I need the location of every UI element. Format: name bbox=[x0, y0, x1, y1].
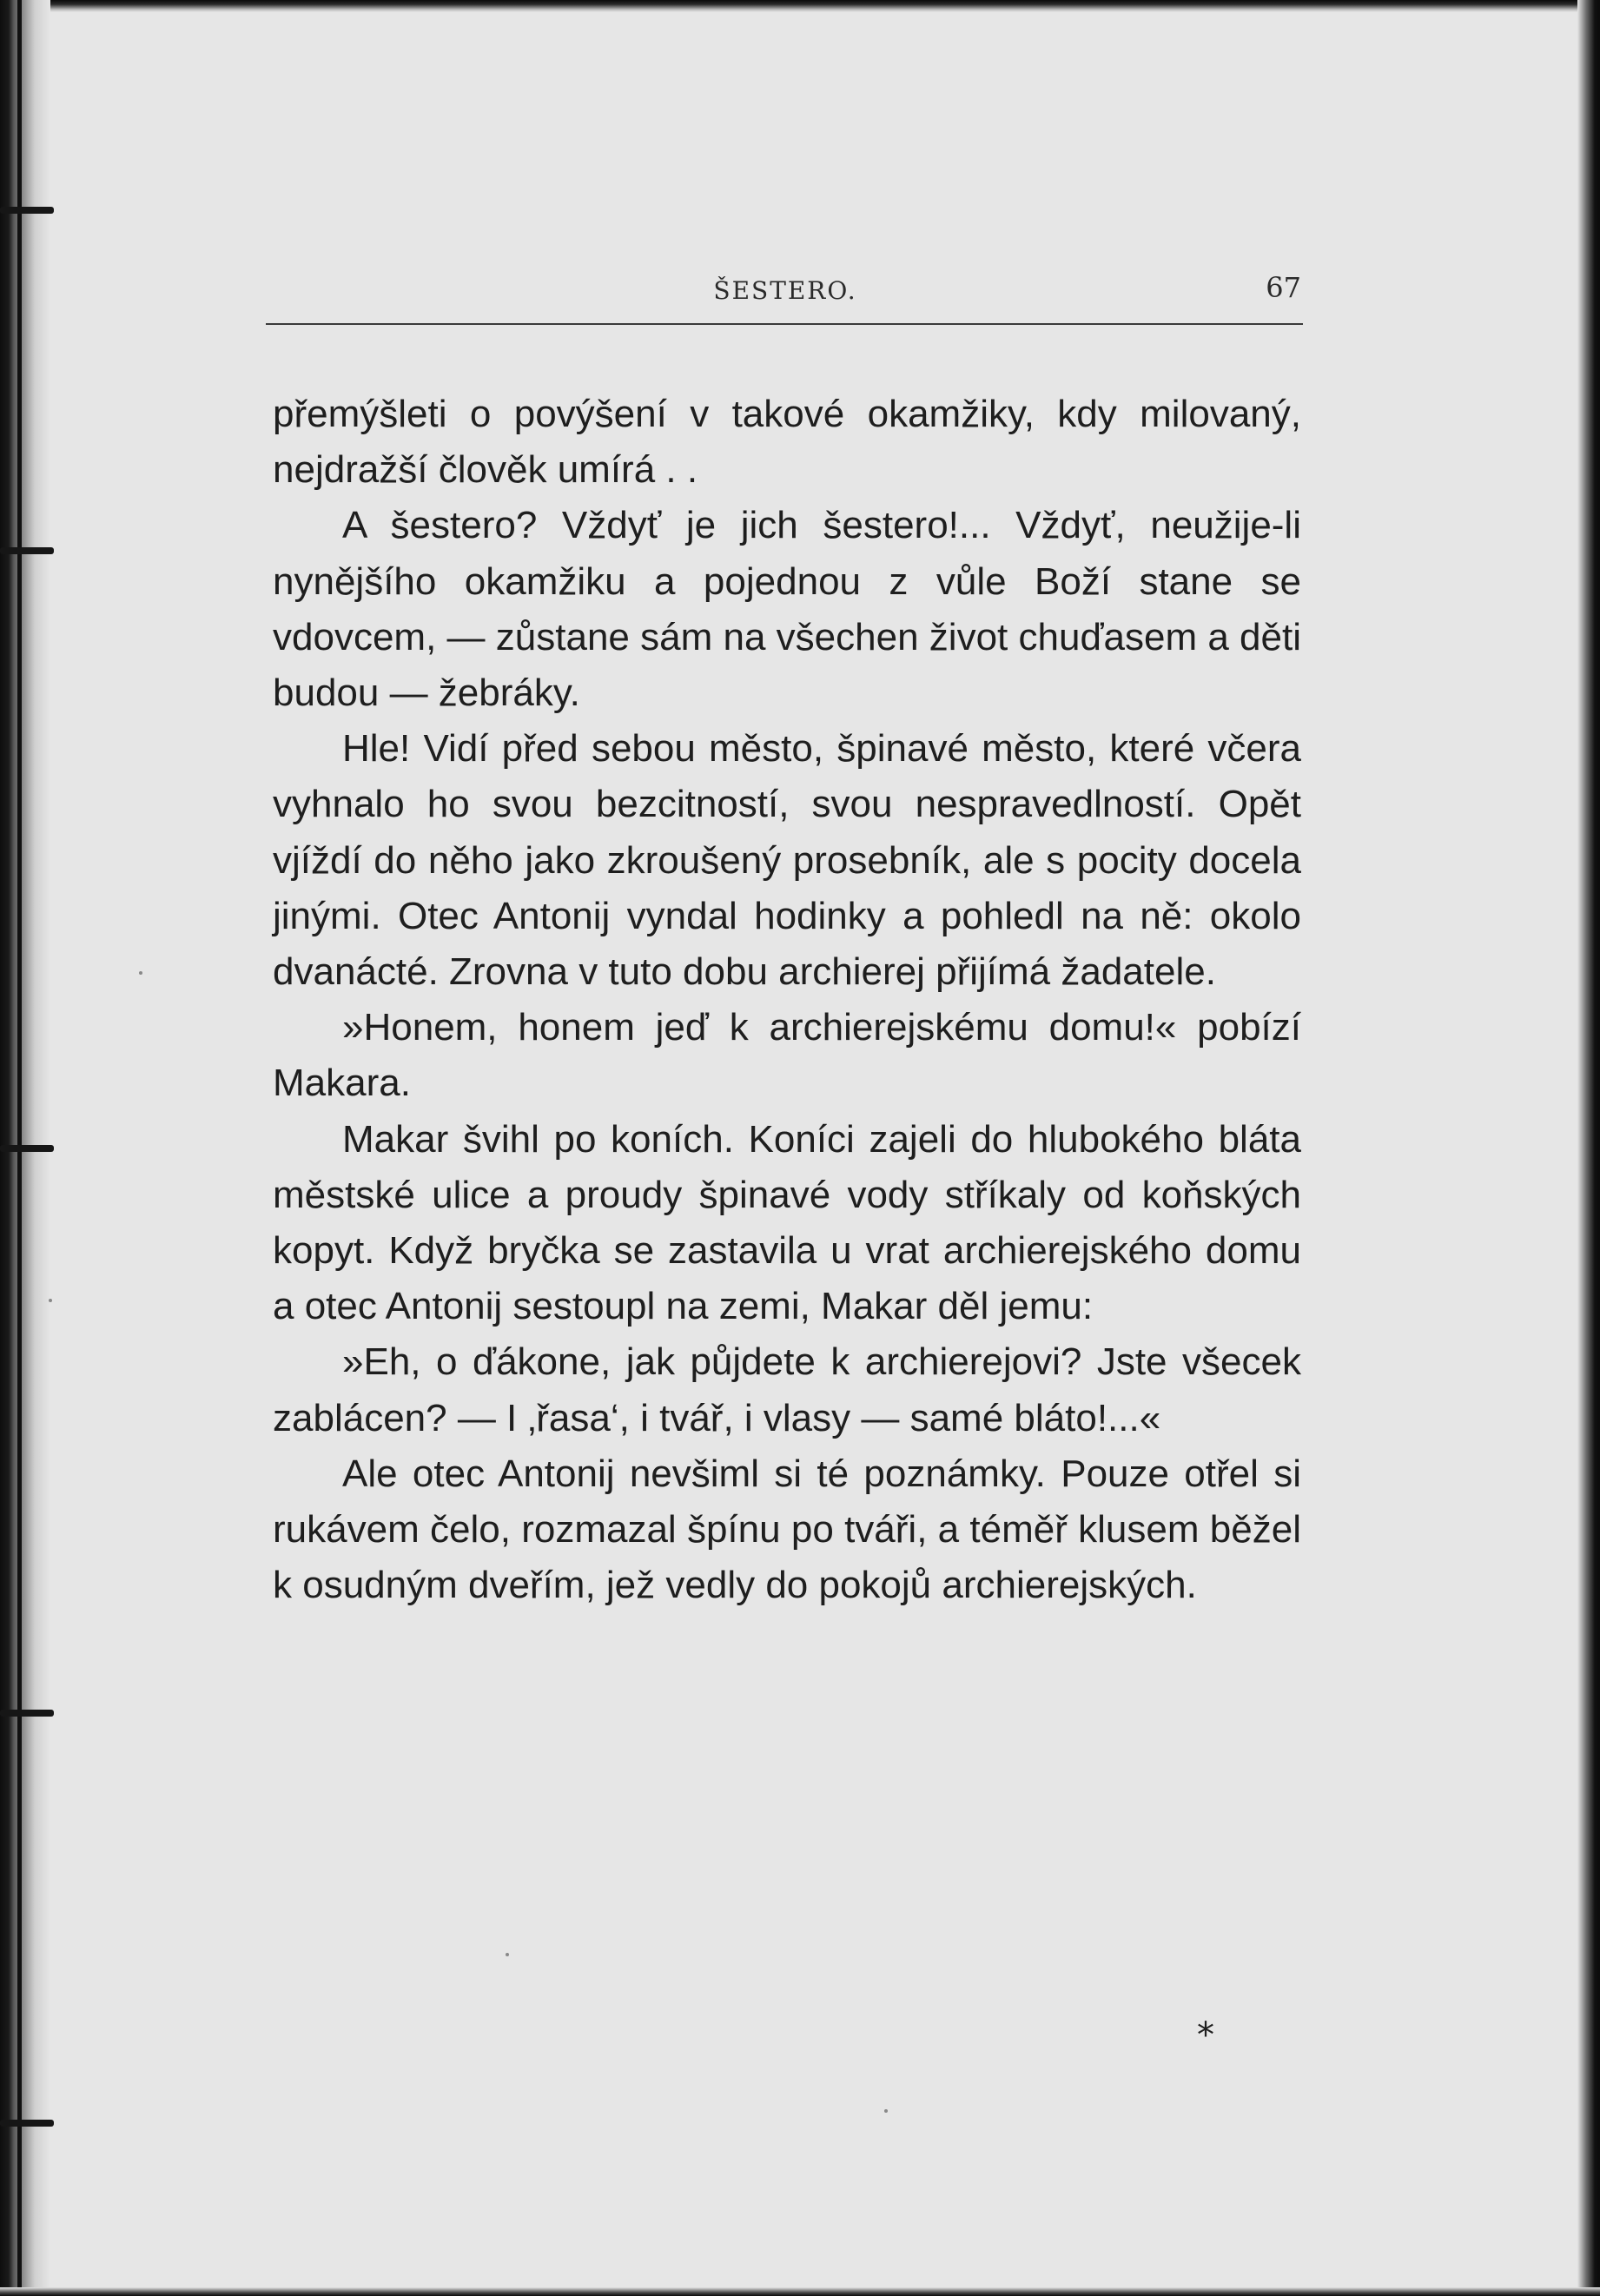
binding-mark bbox=[0, 207, 54, 214]
body-text bbox=[273, 387, 1301, 1613]
paper-speck bbox=[506, 1953, 509, 1956]
page-right-edge bbox=[1577, 0, 1600, 2296]
paragraph: Makar švihl po koních. Koníci zajeli do hlubokého bláta městské ulice a proudy špinavé vody stříkaly od koňských kopyt. Když bryčka se zastavila u vrat archierejského domu a otec Antonij sestoupl na zemi, Makar děl jemu: bbox=[273, 1117, 1301, 1328]
paragraph: Ale otec Antonij nevšiml si té poznámky. Pouze otřel si rukávem čelo, rozmazal špínu po tváři, a téměř klusem běžel k osudným dveřím, jež vedly do pokojů archierejských. bbox=[273, 1452, 1301, 1607]
page-header bbox=[269, 271, 1301, 321]
section-ornament: * bbox=[1197, 2015, 1214, 2055]
paper-speck bbox=[139, 971, 142, 975]
page-top-edge bbox=[0, 0, 1600, 12]
binding-mark bbox=[0, 1145, 54, 1152]
page-bottom-edge bbox=[0, 2287, 1600, 2296]
binding-mark bbox=[0, 547, 54, 554]
header-rule bbox=[266, 323, 1303, 325]
running-head: ŠESTERO. bbox=[713, 276, 857, 305]
paper-speck bbox=[884, 2109, 888, 2113]
paragraph: »Eh, o ďákone, jak půjdete k archierejovi? Jste všecek zablácen? — I ‚řasa‘, i tvář, i vlasy — samé bláto!...« bbox=[273, 1340, 1301, 1439]
paragraph: A šestero? Vždyť je jich šestero!... Vždyť, neužije-li nynějšího okamžiku a pojednou z vůle Boží stane se vdovcem, — zůstane sám na všechen život chuďasem a děti budou — žebráky. bbox=[273, 504, 1301, 715]
binding-mark bbox=[0, 2120, 54, 2127]
paper-speck bbox=[49, 1299, 52, 1302]
page-number: 67 bbox=[1266, 271, 1301, 304]
paragraph: přemýšleti o povýšení v takové okamžiky, kdy milovaný, nejdražší člověk umírá . . bbox=[273, 393, 1301, 492]
paragraph: Hle! Vidí před sebou město, špinavé město, které včera vyhnalo ho svou bezcitností, svou nespravedlností. Opět vjíždí do něho jako zkroušený prosebník, ale s pocity docela jinými. Otec Antonij vyndal hodinky a pohledl na ně: okolo dvanácté. Zrovna v tuto dobu archierej přijímá žadatele. bbox=[273, 727, 1301, 994]
binding-mark bbox=[0, 1710, 54, 1717]
paragraph: »Honem, honem jeď k archierejskému domu!« pobízí Makara. bbox=[273, 1006, 1301, 1105]
